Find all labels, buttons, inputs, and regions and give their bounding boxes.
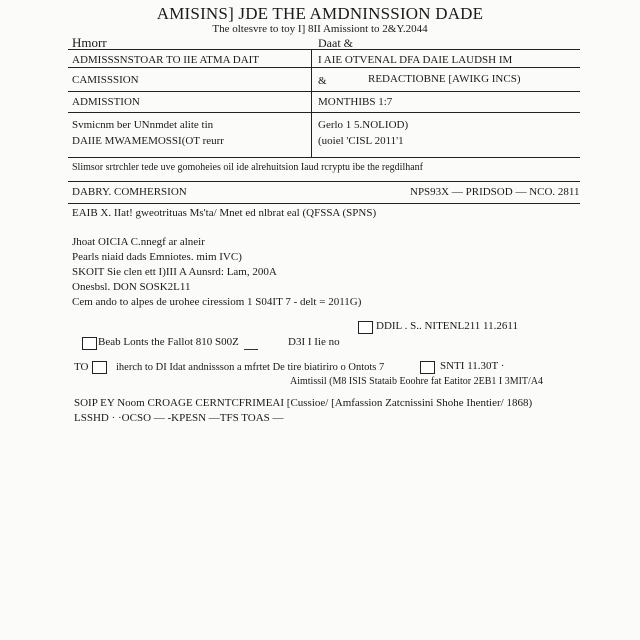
- detail-line: SKOIT Sie clen ett I)III A Aunsrd: Lam, 200A: [72, 266, 277, 278]
- table-note: Slimsor srtrchler tede uve gomoheies oil ide alrehuitsion Iaud rcryptu ibe the regdilhanf: [72, 162, 424, 173]
- section-line: EAIB X. IIat! gweotrituas Ms'ta/ Mnet ed nlbrat eal (QFSSA (SPNS): [72, 207, 377, 219]
- blank-line: [244, 349, 258, 350]
- detail-line: Cem ando to alpes de urohee ciressiom 1 S04IT 7 - delt = 2011G): [72, 296, 362, 308]
- checkbox-2[interactable]: [82, 337, 97, 350]
- row3-left: ADMISSTION: [72, 96, 140, 108]
- table-divider: [311, 49, 312, 157]
- section-rule: [68, 203, 580, 204]
- row3-right: MONTHIBS 1:7: [318, 96, 393, 108]
- detail-line: Jhoat OICIA C.nnegf ar alneir: [72, 236, 205, 248]
- checkbox-3[interactable]: [92, 361, 107, 374]
- table-rule: [68, 67, 580, 68]
- check-row2-mid: D3I I Iie no: [288, 336, 340, 348]
- document-title: AMISINS] JDE THE AMDNINSSION DADE: [156, 4, 484, 23]
- row2-right-b: REDACTIOBNE [AWIKG INCS): [368, 73, 521, 85]
- row2-left: CAMISSSION: [72, 74, 139, 86]
- table-rule: [68, 112, 580, 113]
- table-header-right: Daat &: [318, 36, 353, 50]
- detail-line: Pearls niaid dads Emniotes. mim IVC): [72, 251, 242, 263]
- row1-left: ADMISSSNSTOAR TO IIE ATMA DAIT: [72, 54, 260, 66]
- row2-right-a: &: [318, 75, 327, 87]
- row4-right-a: Gerlo 1 5.NOLIOD): [318, 119, 409, 131]
- check-row3-prefix: TO: [74, 361, 89, 373]
- row4-left-a: Svmicnm ber UNnmdet alite tin: [72, 119, 214, 131]
- check-row3-right: SNTI 11.30T ·: [440, 360, 505, 372]
- row4-right-b: (uoiel 'CISL 2011'1: [318, 135, 404, 147]
- row1-right: I AIE OTVENAL DFA DAIE LAUDSH IM: [318, 54, 513, 66]
- checkbox-1[interactable]: [358, 321, 373, 334]
- section-right: NPS93X — PRIDSOD — NCO. 2811: [410, 186, 580, 198]
- checkbox-4[interactable]: [420, 361, 435, 374]
- check-row4: Aimtissil (M8 ISIS Stataib Eoohre fat Eatitor 2EB1 I 3MIT/A4: [290, 376, 544, 387]
- row4-left-b: DAIIE MWAMEMOSSI(OT reurr: [72, 135, 224, 147]
- detail-line: Onesbsl. DON SOSK2L11: [72, 281, 191, 293]
- table-rule: [68, 181, 580, 182]
- check-row3-text: iherch to DI Idat andnissson a mfrtet De tire biatiriro o Ontots 7: [116, 362, 385, 373]
- table-rule: [68, 49, 580, 50]
- section-left: DABRY. COMHERSION: [72, 186, 187, 198]
- check-row2-left: Beab Lonts the Fallot 810 S00Z: [98, 336, 239, 348]
- footer-line1: SOIP EY Noom CROAGE CERNTCFRIMEAI [Cussioe/ [Amfassion Zatcnissini Shohe Ihentier/ 1868): [74, 397, 533, 409]
- check-row1-right: DDIL . S.. NITENL211 11.2611: [376, 320, 518, 332]
- footer-line2: LSSHD · ·OCSO — -KPESN —TFS TOAS —: [74, 412, 284, 424]
- document-subtitle: The oltesvre to toy I] 8II Amissiont to 2&Y.2044: [212, 23, 428, 35]
- table-header-left: Hmorr: [72, 35, 107, 50]
- table-rule: [68, 91, 580, 92]
- table-rule: [68, 157, 580, 158]
